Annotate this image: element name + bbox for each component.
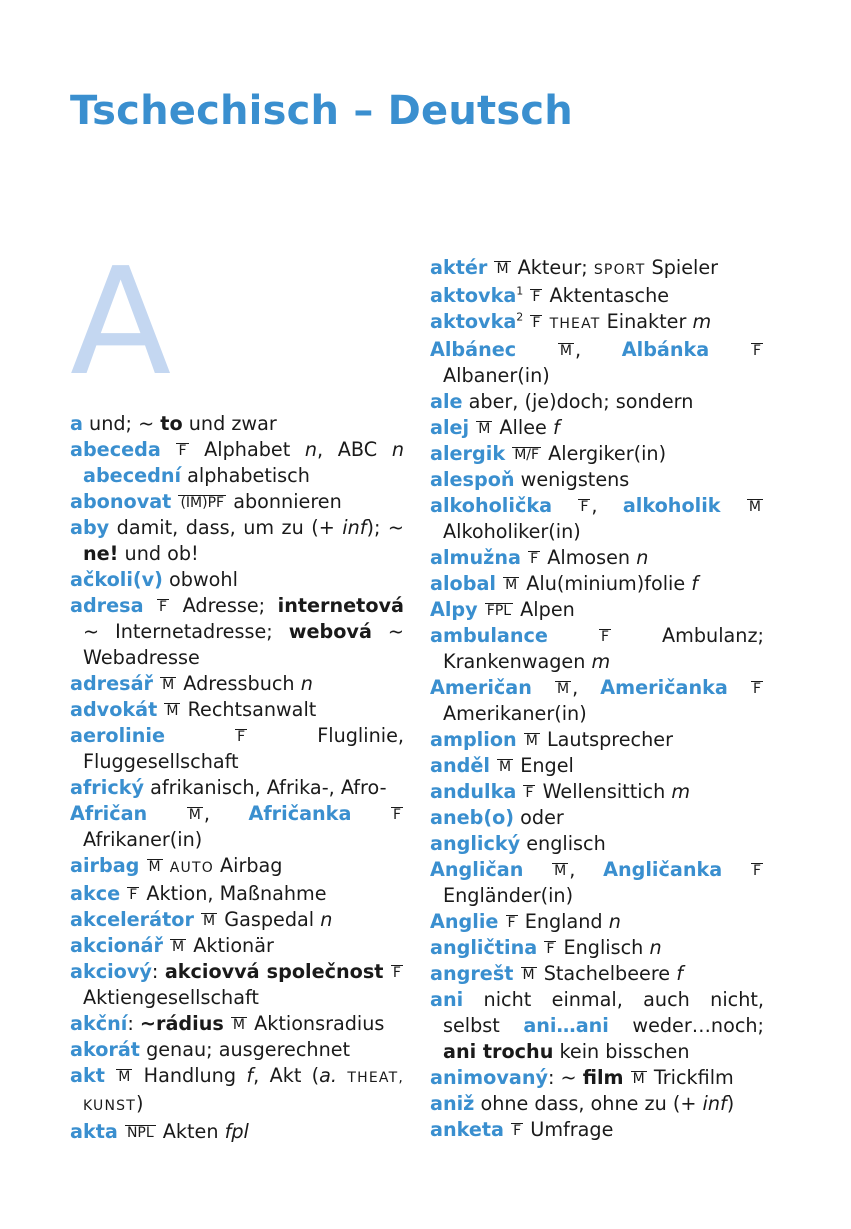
grammar-box: F bbox=[129, 887, 138, 903]
entry-text: Aktentasche bbox=[543, 284, 670, 307]
grammar-box: F bbox=[178, 443, 187, 459]
entry-text: ohne dass, ohne zu (+ bbox=[474, 1092, 703, 1115]
entry-text: ) bbox=[726, 1092, 735, 1115]
headword: airbag bbox=[70, 854, 140, 877]
italic-abbr: f bbox=[552, 416, 560, 439]
entry-text: Englisch bbox=[557, 936, 650, 959]
entry-text bbox=[105, 1064, 115, 1087]
dictionary-entry bbox=[430, 255, 764, 283]
headword: akcionář bbox=[70, 934, 163, 957]
bold-phrase: ~rádius bbox=[139, 1012, 224, 1035]
entry-text: englisch bbox=[520, 832, 606, 855]
entry-text bbox=[165, 724, 234, 747]
entry-text: Engländer(in) bbox=[443, 884, 574, 907]
bold-phrase: internetová bbox=[277, 594, 404, 617]
entry-text bbox=[383, 960, 390, 983]
dictionary-entry bbox=[430, 571, 764, 597]
headword: ačkoli(v) bbox=[70, 568, 163, 591]
italic-abbr: n bbox=[391, 438, 404, 461]
entry-text: ~ Webadresse bbox=[83, 620, 404, 669]
entry-text bbox=[490, 754, 496, 777]
dictionary-entry bbox=[430, 779, 764, 805]
entry-text: Akten bbox=[156, 1120, 225, 1143]
grammar-box: F bbox=[580, 499, 589, 515]
entry-text: Handlung bbox=[133, 1064, 247, 1087]
italic-abbr: n bbox=[320, 908, 333, 931]
grammar-box: F bbox=[513, 1123, 522, 1139]
grammar-box: F bbox=[159, 599, 168, 615]
headword: angličtina bbox=[430, 936, 538, 959]
dictionary-entry bbox=[430, 623, 764, 675]
domain-label: THEAT, KUNST bbox=[83, 1070, 404, 1114]
grammar-box: F bbox=[546, 941, 555, 957]
italic-abbr: n bbox=[300, 672, 313, 695]
entry-text: Almosen bbox=[541, 546, 637, 569]
entry-text: Afrikaner(in) bbox=[83, 828, 203, 851]
entry-text bbox=[147, 802, 186, 825]
entry-text: Lautsprecher bbox=[540, 728, 673, 751]
italic-abbr: n bbox=[304, 438, 318, 461]
entry-text bbox=[224, 1012, 230, 1035]
bold-phrase: webová bbox=[288, 620, 372, 643]
entry-text: Engel bbox=[514, 754, 574, 777]
entry-text bbox=[721, 494, 746, 517]
entry-text: Gaspedal bbox=[218, 908, 321, 931]
dictionary-entry bbox=[70, 489, 404, 515]
entry-text: ~ Internetadresse; bbox=[83, 620, 289, 643]
grammar-box: M bbox=[496, 261, 509, 277]
domain-label: SPORT bbox=[593, 262, 646, 278]
section-letter: A bbox=[70, 236, 172, 408]
headword: amplion bbox=[430, 728, 517, 751]
bold-phrase: ani trochu bbox=[443, 1040, 554, 1063]
dictionary-entry bbox=[70, 881, 404, 907]
dictionary-entry bbox=[70, 697, 404, 723]
dictionary-entry bbox=[430, 597, 764, 623]
headword: aneb(o) bbox=[430, 806, 515, 829]
grammar-box: M bbox=[525, 733, 538, 749]
dictionary-entry bbox=[430, 987, 764, 1065]
entry-text: : bbox=[151, 960, 165, 983]
headword: akciový bbox=[70, 960, 152, 983]
dictionary-entry bbox=[430, 441, 764, 467]
dictionary-entry bbox=[70, 1119, 404, 1145]
entry-text: Fluglinie, Fluggesellschaft bbox=[83, 724, 404, 773]
headword: Albánec bbox=[430, 338, 517, 361]
grammar-box: M bbox=[556, 681, 570, 697]
dictionary-entry bbox=[70, 959, 404, 1011]
entry-text: , bbox=[574, 338, 622, 361]
entry-text: Albaner(in) bbox=[443, 364, 550, 387]
headword: africký bbox=[70, 776, 144, 799]
headword: adresář bbox=[70, 672, 153, 695]
dictionary-entry bbox=[70, 437, 404, 489]
italic-abbr: fpl bbox=[224, 1120, 249, 1143]
headword: aniž bbox=[430, 1092, 475, 1115]
headword: Angličanka bbox=[603, 858, 723, 881]
entry-text: ); ~ bbox=[366, 516, 404, 539]
dictionary-entry bbox=[430, 831, 764, 857]
headword: anketa bbox=[430, 1118, 504, 1141]
entry-text: oder bbox=[514, 806, 564, 829]
bold-phrase: ne! bbox=[83, 542, 119, 565]
entry-text bbox=[498, 910, 504, 933]
grammar-box: F bbox=[532, 289, 541, 305]
entry-text: , bbox=[572, 676, 601, 699]
headword: akce bbox=[70, 882, 121, 905]
italic-abbr: f bbox=[691, 572, 699, 595]
headword: ani…ani bbox=[523, 1014, 609, 1037]
headword: Afričanka bbox=[248, 802, 352, 825]
grammar-box: F bbox=[525, 785, 534, 801]
grammar-box: NPL bbox=[126, 1125, 154, 1141]
entry-text: genau; ausgerechnet bbox=[139, 1038, 351, 1061]
domain-label: AUTO bbox=[169, 860, 214, 876]
italic-abbr: m bbox=[671, 780, 691, 803]
headword: Američan bbox=[430, 676, 532, 699]
grammar-box: F bbox=[600, 629, 610, 645]
dictionary-entry bbox=[430, 909, 764, 935]
grammar-box: F bbox=[752, 343, 762, 359]
grammar-box: M bbox=[232, 1017, 245, 1033]
headword: anděl bbox=[430, 754, 490, 777]
entry-text bbox=[120, 882, 126, 905]
entry-text bbox=[171, 490, 177, 513]
entry-text: damit, dass, um zu (+ bbox=[109, 516, 343, 539]
headword: anglický bbox=[430, 832, 521, 855]
headword: Američanka bbox=[600, 676, 728, 699]
homonym-number: 2 bbox=[516, 310, 524, 324]
headword: aktovka bbox=[430, 284, 517, 307]
italic-abbr: n bbox=[636, 546, 649, 569]
dictionary-entry bbox=[430, 283, 764, 309]
entry-text: Aktion, Maßnahme bbox=[140, 882, 327, 905]
dictionary-entry bbox=[70, 775, 404, 801]
headword: animovaný bbox=[430, 1066, 548, 1089]
entry-text bbox=[505, 442, 511, 465]
entry-text: weder…noch; bbox=[608, 1014, 765, 1037]
headword: akcelerátor bbox=[70, 908, 194, 931]
italic-abbr: inf bbox=[702, 1092, 727, 1115]
headword: ani bbox=[430, 988, 464, 1011]
grammar-box: M bbox=[148, 859, 161, 875]
entry-text bbox=[478, 598, 484, 621]
dictionary-entry bbox=[430, 935, 764, 961]
grammar-box: M bbox=[162, 677, 175, 693]
entry-text: abonnieren bbox=[227, 490, 342, 513]
dictionary-entry bbox=[430, 1117, 764, 1143]
entry-text bbox=[548, 624, 598, 647]
dictionary-entry bbox=[430, 545, 764, 571]
entry-text: Amerikaner(in) bbox=[443, 702, 587, 725]
entry-text: Alu(minium)folie bbox=[520, 572, 692, 595]
entry-text: Aktionsradius bbox=[248, 1012, 385, 1035]
entry-text: : bbox=[127, 1012, 140, 1035]
entry-text: Alkoholiker(in) bbox=[443, 520, 581, 543]
homonym-number: 1 bbox=[516, 284, 524, 298]
grammar-box: M bbox=[188, 807, 201, 823]
dictionary-entry bbox=[70, 907, 404, 933]
headword: adresa bbox=[70, 594, 144, 617]
grammar-box: F bbox=[507, 915, 516, 931]
grammar-box: M bbox=[505, 577, 518, 593]
headword: akorát bbox=[70, 1038, 140, 1061]
italic-abbr: f bbox=[676, 962, 683, 985]
entry-text bbox=[487, 256, 493, 279]
entry-text bbox=[469, 416, 475, 439]
grammar-box: M/F bbox=[514, 447, 540, 463]
headword: almužna bbox=[430, 546, 521, 569]
dictionary-entry bbox=[430, 857, 764, 909]
entry-text bbox=[523, 858, 551, 881]
entry-text: aber, (je)doch; sondern bbox=[462, 390, 694, 413]
italic-abbr: n bbox=[608, 910, 621, 933]
entry-text bbox=[496, 572, 502, 595]
entry-text: und ob! bbox=[118, 542, 199, 565]
entry-text: Wellensittich bbox=[536, 780, 672, 803]
entry-text bbox=[337, 1064, 347, 1087]
entry-text: Adressbuch bbox=[177, 672, 301, 695]
grammar-box: F bbox=[752, 681, 762, 697]
headword: ambulance bbox=[430, 624, 548, 647]
headword: alergik bbox=[430, 442, 506, 465]
headword: Angličan bbox=[430, 858, 524, 881]
headword: ale bbox=[430, 390, 463, 413]
dictionary-entry bbox=[70, 593, 404, 671]
grammar-box: M bbox=[522, 967, 535, 983]
headword: akt bbox=[70, 1064, 105, 1087]
dictionary-entry bbox=[430, 493, 764, 545]
domain-label: THEAT bbox=[549, 316, 601, 332]
grammar-box: M bbox=[632, 1071, 645, 1087]
dictionary-entry bbox=[70, 1037, 404, 1063]
entry-text: Akteur; bbox=[511, 256, 594, 279]
entry-text bbox=[516, 338, 557, 361]
entry-text: obwohl bbox=[162, 568, 238, 591]
entry-text: Umfrage bbox=[524, 1118, 614, 1141]
headword: alobal bbox=[430, 572, 496, 595]
entry-text: Einakter bbox=[600, 310, 693, 333]
headword: a bbox=[70, 412, 83, 435]
headword: angrešt bbox=[430, 962, 514, 985]
entry-text bbox=[118, 1120, 124, 1143]
bold-phrase: akciovvá společnost bbox=[164, 960, 384, 983]
entry-text bbox=[139, 854, 145, 877]
dictionary-entry bbox=[70, 723, 404, 775]
italic-abbr: a. bbox=[319, 1064, 338, 1087]
dictionary-entry bbox=[70, 411, 404, 437]
entry-text: , bbox=[203, 802, 249, 825]
bold-phrase: to bbox=[160, 412, 183, 435]
entry-text: Aktionär bbox=[187, 934, 274, 957]
entry-text: England bbox=[518, 910, 609, 933]
entry-text bbox=[144, 594, 157, 617]
entry-text: ) bbox=[135, 1092, 144, 1115]
italic-abbr: f bbox=[246, 1064, 254, 1087]
entry-text bbox=[161, 438, 176, 461]
entry-text: Adresse; bbox=[170, 594, 278, 617]
entry-text: Allee bbox=[493, 416, 553, 439]
headword: Anglie bbox=[430, 910, 499, 933]
dictionary-entry bbox=[430, 805, 764, 831]
entry-text: nicht einmal, auch nicht, selbst bbox=[443, 988, 764, 1037]
headword: Alpy bbox=[430, 598, 478, 621]
grammar-box: FPL bbox=[486, 603, 512, 619]
grammar-box: M bbox=[166, 703, 179, 719]
entry-text: , Akt ( bbox=[253, 1064, 320, 1087]
entry-text bbox=[532, 676, 554, 699]
entry-text: Rechtsanwalt bbox=[181, 698, 317, 721]
grammar-box: F bbox=[392, 965, 401, 981]
entry-text bbox=[516, 780, 522, 803]
dictionary-entry bbox=[430, 675, 764, 727]
dictionary-entry bbox=[430, 389, 764, 415]
headword: aktovka bbox=[430, 310, 517, 333]
entry-text bbox=[523, 310, 529, 333]
grammar-box: (IM)PF bbox=[180, 495, 225, 511]
italic-abbr: n bbox=[649, 936, 662, 959]
dictionary-entry bbox=[430, 309, 764, 337]
entry-text: Ambulanz; Krankenwagen bbox=[443, 624, 764, 673]
entry-text bbox=[517, 728, 523, 751]
entry-text: Spieler bbox=[645, 256, 719, 279]
italic-abbr: inf bbox=[342, 516, 367, 539]
entry-text bbox=[722, 858, 750, 881]
grammar-box: F bbox=[532, 315, 541, 331]
entry-text: Trickfilm bbox=[647, 1066, 734, 1089]
headword: advokát bbox=[70, 698, 158, 721]
entry-text: , ABC bbox=[317, 438, 392, 461]
headword: alespoň bbox=[430, 468, 515, 491]
dictionary-entry bbox=[430, 1065, 764, 1091]
dictionary-entry bbox=[70, 1063, 404, 1119]
entry-text bbox=[728, 676, 750, 699]
entry-text: : ~ bbox=[547, 1066, 583, 1089]
grammar-box: M bbox=[118, 1069, 131, 1085]
entry-text bbox=[523, 284, 529, 307]
dictionary-entry bbox=[430, 467, 764, 493]
dictionary-entry bbox=[70, 801, 404, 853]
dictionary-entry bbox=[70, 1011, 404, 1037]
dictionary-entry bbox=[430, 415, 764, 441]
dictionary-entry bbox=[70, 671, 404, 697]
headword: Albánka bbox=[621, 338, 710, 361]
grammar-box: M bbox=[478, 421, 491, 437]
entry-text: wenigstens bbox=[514, 468, 630, 491]
entry-text bbox=[157, 698, 163, 721]
dictionary-entry bbox=[430, 337, 764, 389]
grammar-box: F bbox=[752, 863, 761, 879]
headword: aerolinie bbox=[70, 724, 166, 747]
dictionary-entry bbox=[70, 853, 404, 881]
entry-text: und; ~ bbox=[82, 412, 161, 435]
italic-abbr: m bbox=[692, 310, 712, 333]
grammar-box: M bbox=[203, 913, 216, 929]
entry-text: und zwar bbox=[182, 412, 277, 435]
dictionary-entry bbox=[70, 567, 404, 593]
headword: Afričan bbox=[70, 802, 148, 825]
headword: aktér bbox=[430, 256, 488, 279]
page-title: Tschechisch – Deutsch bbox=[70, 88, 573, 134]
entry-text bbox=[552, 494, 577, 517]
entry-text: Alergiker(in) bbox=[542, 442, 667, 465]
grammar-box: F bbox=[392, 807, 401, 823]
entry-text bbox=[537, 936, 543, 959]
italic-abbr: m bbox=[591, 650, 611, 673]
entry-text: Alpen bbox=[514, 598, 575, 621]
entry-text bbox=[351, 802, 390, 825]
entry-text: kein bisschen bbox=[553, 1040, 690, 1063]
entry-text: afrikanisch, Afrika-, Afro- bbox=[143, 776, 387, 799]
headword: akta bbox=[70, 1120, 118, 1143]
entry-text bbox=[153, 672, 159, 695]
dictionary-entry bbox=[430, 753, 764, 779]
entry-text: Airbag bbox=[213, 854, 283, 877]
entry-text: Aktiengesellschaft bbox=[83, 986, 259, 1009]
entry-text: Alphabet bbox=[189, 438, 305, 461]
dictionary-entry bbox=[430, 727, 764, 753]
entry-text bbox=[194, 908, 200, 931]
dictionary-entry bbox=[70, 515, 404, 567]
headword: abecední bbox=[83, 464, 182, 487]
headword: alkoholička bbox=[430, 494, 553, 517]
entry-text: alphabetisch bbox=[181, 464, 310, 487]
headword: abonovat bbox=[70, 490, 172, 513]
entry-text bbox=[163, 934, 169, 957]
grammar-box: M bbox=[559, 343, 572, 359]
entry-text bbox=[521, 546, 527, 569]
dictionary-column-left bbox=[70, 411, 404, 1145]
entry-text: , bbox=[591, 494, 623, 517]
dictionary-entry bbox=[70, 933, 404, 959]
dictionary-column-right bbox=[430, 255, 764, 1143]
grammar-box: F bbox=[530, 551, 539, 567]
entry-text bbox=[504, 1118, 510, 1141]
headword: akční bbox=[70, 1012, 128, 1035]
entry-text: Stachelbeere bbox=[537, 962, 677, 985]
grammar-box: F bbox=[237, 729, 246, 745]
grammar-box: M bbox=[554, 863, 567, 879]
headword: aby bbox=[70, 516, 110, 539]
entry-text bbox=[624, 1066, 630, 1089]
grammar-box: M bbox=[748, 499, 761, 515]
dictionary-entry bbox=[430, 961, 764, 987]
headword: alkoholik bbox=[622, 494, 721, 517]
dictionary-entry bbox=[430, 1091, 764, 1117]
entry-text bbox=[709, 338, 750, 361]
grammar-box: M bbox=[172, 939, 185, 955]
grammar-box: M bbox=[499, 759, 512, 775]
bold-phrase: film bbox=[582, 1066, 624, 1089]
entry-text: , bbox=[569, 858, 604, 881]
headword: alej bbox=[430, 416, 470, 439]
entry-text bbox=[513, 962, 519, 985]
headword: andulka bbox=[430, 780, 517, 803]
headword: abeceda bbox=[70, 438, 161, 461]
